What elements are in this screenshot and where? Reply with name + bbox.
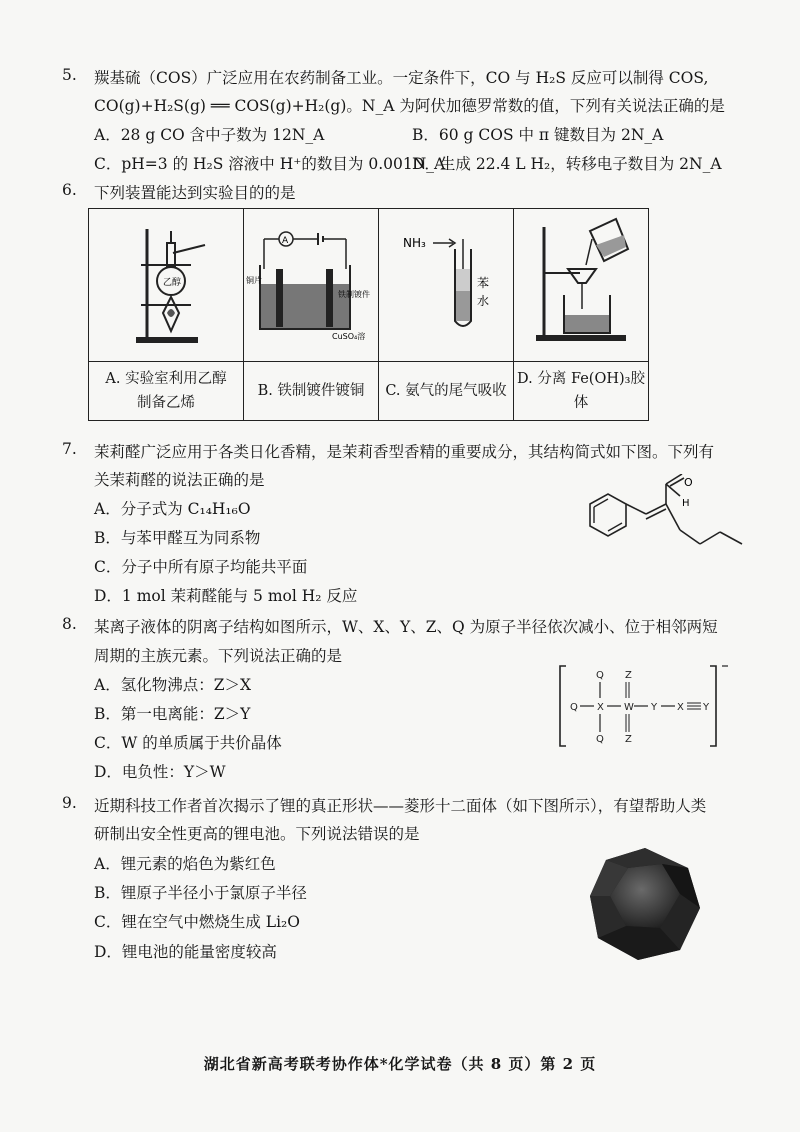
rhombic-dodecahedron-icon [588, 846, 702, 962]
q-top-label: Q [596, 670, 604, 681]
q8-option-c: C．W 的单质属于共价晶体 [94, 734, 282, 752]
q5-stem-line1: 羰基硫（COS）广泛应用在农药制备工业。一定条件下，CO 与 H₂S 反应可以制得 COS, [94, 69, 709, 87]
copper-plate-label: 铜片 [246, 276, 262, 285]
ammonia-absorption-apparatus-icon [381, 209, 511, 357]
apparatus-table [88, 208, 649, 421]
svg-text:A: A [282, 236, 289, 246]
cuso4-label: CuSO₄溶 [332, 332, 366, 341]
apparatus-d-cell [514, 209, 649, 362]
oxygen-label: O [684, 476, 693, 489]
caption-c: C. 氨气的尾气吸收 [379, 362, 514, 421]
q7-number: 7. [62, 440, 77, 458]
q9-option-d: D．锂电池的能量密度较高 [94, 943, 277, 961]
q7-option-d: D．1 mol 茉莉醛能与 5 mol H₂ 反应 [94, 587, 358, 605]
page-footer: 湖北省新高考联考协作体*化学试卷（共 8 页）第 2 页 [203, 1055, 597, 1073]
y2-label: Y [703, 702, 710, 713]
q5-option-a: A．28 g CO 含中子数为 12N_A [94, 126, 325, 144]
nh3-label: NH₃ [403, 236, 426, 250]
z-top-label: Z [625, 670, 632, 681]
q8-option-d: D．电负性：Y＞W [94, 763, 226, 781]
y-label: Y [651, 702, 658, 713]
caption-d: D. 分离 Fe(OH)₃胶体 [514, 362, 649, 421]
q5-option-d: D．生成 22.4 L H₂，转移电子数目为 2N_A [412, 155, 722, 173]
q8-number: 8. [62, 615, 77, 633]
hydrogen-label: H [682, 498, 690, 509]
q8-option-b: B．第一电离能：Z＞Y [94, 705, 251, 723]
ethanol-dehydration-apparatus-icon [101, 209, 231, 357]
q8-stem-line2: 周期的主族元素。下列说法正确的是 [94, 647, 343, 665]
q6-stem: 下列装置能达到实验目的的是 [94, 184, 296, 202]
q7-option-c: C．分子中所有原子均能共平面 [94, 558, 308, 576]
q6-number: 6. [62, 181, 77, 199]
x2-label: X [677, 702, 684, 713]
w-label: W [624, 702, 634, 713]
caption-b: B. 铁制镀件镀铜 [244, 362, 379, 421]
caption-a: A. 实验室利用乙醇制备乙烯 [89, 362, 244, 421]
electroplating-apparatus-icon [246, 209, 376, 357]
q7-option-a: A．分子式为 C₁₄H₁₆O [94, 500, 251, 518]
anion-structure-icon [556, 662, 732, 750]
q5-stem-line2: CO(g)+H₂S(g) ══ COS(g)+H₂(g)。N_A 为阿伏加德罗常数的值，下列有关说法正确的是 [94, 97, 725, 115]
jasminaldehyde-structure-icon [570, 474, 750, 566]
apparatus-c-cell [379, 209, 514, 362]
q9-number: 9. [62, 794, 77, 812]
q9-option-b: B．锂原子半径小于氯原子半径 [94, 884, 307, 902]
q9-stem-line1: 近期科技工作者首次揭示了锂的真正形状——菱形十二面体（如下图所示），有望帮助人类 [94, 797, 707, 815]
q5-option-b: B．60 g COS 中 π 键数目为 2N_A [412, 126, 664, 144]
q7-option-b: B．与苯甲醛互为同系物 [94, 529, 261, 547]
apparatus-b-cell [244, 209, 379, 362]
q5-option-c: C．pH=3 的 H₂S 溶液中 H⁺的数目为 0.001N_A [94, 155, 446, 173]
filtration-apparatus-icon [516, 209, 646, 357]
q-bottom-label: Q [596, 734, 604, 745]
q9-option-a: A．锂元素的焰色为紫红色 [94, 855, 276, 873]
q-left-label: Q [570, 702, 578, 713]
z-bottom-label: Z [625, 734, 632, 745]
q8-option-a: A．氢化物沸点：Z＞X [94, 676, 251, 694]
water-label: 水 [477, 294, 490, 308]
apparatus-a-cell [89, 209, 244, 362]
q5-number: 5. [62, 66, 77, 84]
q8-stem-line1: 某离子液体的阴离子结构如图所示，W、X、Y、Z、Q 为原子半径依次减小、位于相邻两短 [94, 618, 718, 636]
x-label: X [597, 702, 604, 713]
flask-label: 乙醇 [163, 278, 182, 288]
q9-option-c: C．锂在空气中燃烧生成 Li₂O [94, 913, 300, 931]
benzene-label: 苯 [477, 276, 490, 290]
iron-part-label: 铁制镀件 [338, 290, 370, 299]
q9-stem-line2: 研制出安全性更高的锂电池。下列说法错误的是 [94, 825, 420, 843]
q7-stem-line2: 关茉莉醛的说法正确的是 [94, 471, 265, 489]
q7-stem-line1: 茉莉醛广泛应用于各类日化香精，是茉莉香型香精的重要成分，其结构简式如下图。下列有 [94, 443, 715, 461]
